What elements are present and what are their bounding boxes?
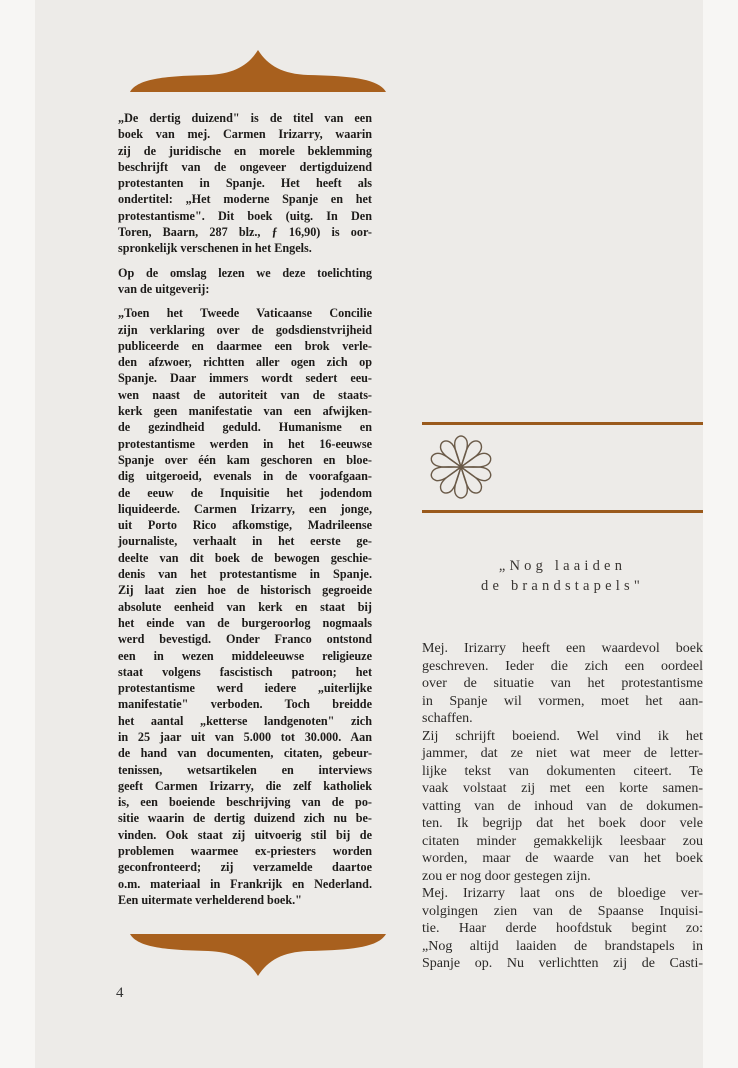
text-line: Spanje over één kam geschoren en bloe- xyxy=(118,452,372,467)
text-line: zou er nog door gestegen zijn. xyxy=(422,868,591,884)
top-ornament xyxy=(128,48,388,94)
text-line: geschreven. Ieder die zich een oordeel xyxy=(422,658,703,674)
text-line: Een uitermate verhelderend boek." xyxy=(118,892,302,907)
text-line: protestantisme". Dit boek (uitg. In Den xyxy=(118,208,372,223)
text-line: wen naast de autoriteit van de staats- xyxy=(118,387,372,402)
text-line: schaffen. xyxy=(422,711,473,726)
text-line: Spanje. Daar immers wordt sedert eeu- xyxy=(118,371,372,386)
text-line: publiceerde en daarmee een brok verle- xyxy=(118,338,372,353)
text-line: de eeuw de Inquisitie het jodendom xyxy=(118,485,372,500)
text-line: geconfronteerd; zij verzamelde daartoe xyxy=(118,860,372,875)
text-line: protestanten in Spanje. Het heeft als xyxy=(118,176,372,191)
text-line: beschrijft van de ongeveer dertigduizend xyxy=(118,159,372,174)
text-line: lijke tekst van dokumenten citeert. Te xyxy=(422,763,703,779)
text-line: tenissen, wetsartikelen en interviews xyxy=(118,762,372,777)
text-line: de hand van documenten, citaten, gebeur- xyxy=(118,746,372,761)
text-line: „Toen het Tweede Vaticaanse Concilie xyxy=(118,306,372,321)
bottom-rule xyxy=(422,510,703,513)
text-line: Zij laat zien hoe de historisch gegroeide xyxy=(118,583,372,598)
text-line: zijn verklaring over de godsdienstvrijheid xyxy=(118,322,372,337)
text-line: Mej. Irizarry laat ons de bloedige ver- xyxy=(422,886,703,901)
top-rule xyxy=(422,422,703,425)
text-line: de gezindheid geduld. Humanisme en xyxy=(118,420,372,435)
right-column-text xyxy=(422,640,703,973)
text-line: Mej. Irizarry heeft een waardevol boek xyxy=(422,641,703,656)
text-line: werd bevestigd. Onder Franco ontstond xyxy=(118,632,372,647)
text-line: worden, maar de waarde van het boek xyxy=(422,851,703,866)
text-line: geeft Carmen Irizarry, die zelf katholiek xyxy=(118,778,372,793)
text-line: in Spanje wil vormen, moet het aan- xyxy=(422,693,703,709)
text-line: is, een boeiende beschrijving van de po- xyxy=(118,795,372,810)
text-line: het einde van de burgeroorlog nogmaals xyxy=(118,615,372,630)
text-line: Spanje op. Nu verlichtten zij de Casti- xyxy=(422,956,703,971)
text-line: den afzwoer, richtten aller ogen zich op xyxy=(118,355,372,370)
text-line: deelte van dit boek de bewogen geschie- xyxy=(118,550,372,565)
text-line: protestantisme werden in het 16-eeuwse xyxy=(118,436,372,451)
text-line: „Nog altijd laaiden de brandstapels in xyxy=(422,938,703,954)
text-line: zij de juridische en morele beklemming xyxy=(118,143,372,158)
text-line: jammer, dat ze niet wat meer de letter- xyxy=(422,746,703,761)
heading-line: de brandstapels" xyxy=(481,578,644,594)
text-line: van de uitgeverij: xyxy=(118,281,210,296)
text-line: het aantal „ketterse landgenoten" zich xyxy=(118,713,372,728)
text-line: vatting van de inhoud van de dokumen- xyxy=(422,798,703,814)
text-line: problemen waarmee ex-priesters worden xyxy=(118,844,372,859)
text-line: Op de omslag lezen we deze toelichting xyxy=(118,265,372,280)
text-line: ondertitel: „Het moderne Spanje en het xyxy=(118,192,372,207)
text-line: liquideerde. Carmen Irizarry, een jonge, xyxy=(118,501,372,516)
text-line: tie. Haar derde hoofdstuk begint zo: xyxy=(422,921,703,936)
text-line: spronkelijk verschenen in het Engels. xyxy=(118,241,312,256)
bottom-ornament xyxy=(128,932,388,978)
text-line: denis van het protestantisme in Spanje. xyxy=(118,567,372,582)
text-line: Zij schrijft boeiend. Wel vind ik het xyxy=(422,728,703,744)
text-line: boek van mej. Carmen Irizarry, waarin xyxy=(118,127,372,142)
text-line: ten. Ik begrijp dat het boek door vele xyxy=(422,816,703,831)
text-line: uit Porto Rico afkomstige, Madrileense xyxy=(118,518,372,533)
text-line: een in wezen middeleeuwse religieuze xyxy=(118,648,372,663)
flower-icon xyxy=(428,434,494,500)
text-line: manifestatie" verboden. Toch breidde xyxy=(118,697,372,712)
text-line: dig uitgeroeid, evenals in de voorafgaan- xyxy=(118,469,372,484)
page-number: 4 xyxy=(116,985,124,1001)
text-line: staat volgens fascistisch patroon; het xyxy=(118,664,372,679)
text-line: sitie waarin de dertig duizend zich nu be- xyxy=(118,811,372,826)
paragraph-gap xyxy=(118,297,372,305)
text-line: over de situatie van het protestantisme xyxy=(422,676,703,691)
text-line: journaliste, verhaalt in het eerste ge- xyxy=(118,534,372,549)
text-line: kerk geen manifestatie van een afwijken- xyxy=(118,404,372,419)
text-line: „De dertig duizend" is de titel van een xyxy=(118,111,372,125)
text-line: protestantisme werd iedere „uiterlijke xyxy=(118,681,372,696)
paragraph-gap xyxy=(118,257,372,265)
text-line: vaak volstaat zij met een korte samen- xyxy=(422,781,703,796)
text-line: citaten minder gemakkelijk leesbaar zou xyxy=(422,833,703,849)
text-line: in 25 jaar uit van 5.000 tot 30.000. Aan xyxy=(118,729,372,744)
section-heading xyxy=(422,556,703,596)
text-line: o.m. materiaal in Frankrijk en Nederland. xyxy=(118,876,372,891)
text-line: Toren, Baarn, 287 blz., ƒ 16,90) is oor- xyxy=(118,225,372,240)
text-line: volgingen zien van de Spaanse Inquisi- xyxy=(422,903,703,919)
heading-line: „Nog laaiden xyxy=(498,558,627,574)
text-line: vinden. Ook staat zij uitvoerig stil bij de xyxy=(118,827,372,842)
text-line: absolute eenheid van kerk en staat bij xyxy=(118,599,372,614)
left-column-text xyxy=(118,110,372,908)
